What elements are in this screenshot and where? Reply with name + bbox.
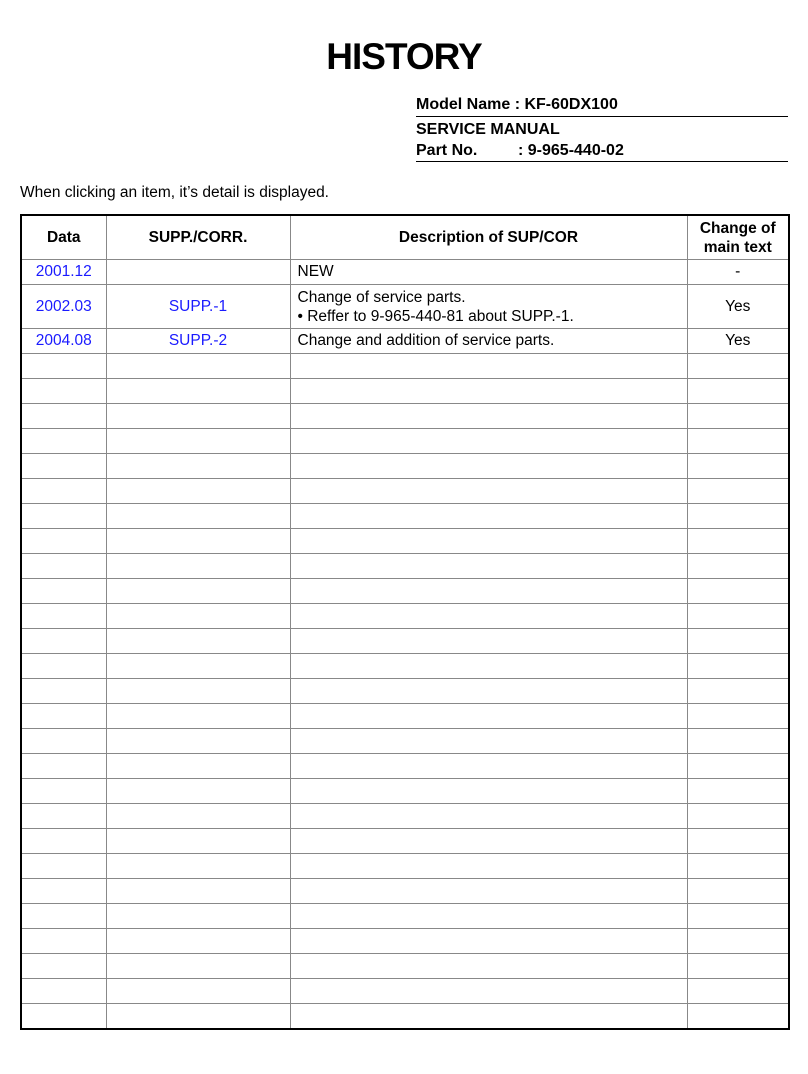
empty-cell [106, 754, 290, 779]
empty-cell [687, 429, 789, 454]
part-number-value: : 9-965-440-02 [518, 142, 624, 159]
header-change [687, 215, 789, 260]
empty-cell [687, 779, 789, 804]
instruction-text: When clicking an item, it’s detail is displayed. [20, 184, 329, 201]
empty-cell [290, 579, 687, 604]
empty-cell [290, 379, 687, 404]
empty-cell [106, 679, 290, 704]
empty-cell [290, 529, 687, 554]
empty-row [21, 754, 789, 779]
empty-cell [290, 429, 687, 454]
empty-row [21, 779, 789, 804]
table-row[interactable] [21, 285, 789, 329]
empty-cell [21, 654, 106, 679]
empty-cell [106, 629, 290, 654]
empty-cell [21, 629, 106, 654]
empty-cell [687, 379, 789, 404]
empty-cell [21, 404, 106, 429]
empty-cell [106, 779, 290, 804]
empty-row [21, 679, 789, 704]
empty-cell [290, 554, 687, 579]
empty-cell [290, 979, 687, 1004]
empty-cell [687, 629, 789, 654]
empty-cell [21, 729, 106, 754]
empty-row [21, 654, 789, 679]
empty-cell [290, 654, 687, 679]
empty-cell [290, 779, 687, 804]
empty-cell [21, 854, 106, 879]
empty-row [21, 404, 789, 429]
empty-cell [687, 404, 789, 429]
empty-cell [290, 854, 687, 879]
row-supp-link[interactable]: SUPP.-1 [106, 285, 290, 329]
empty-row [21, 529, 789, 554]
empty-cell [290, 1004, 687, 1030]
empty-cell [106, 904, 290, 929]
empty-cell [687, 729, 789, 754]
row-description-line1: Change of service parts. [297, 288, 466, 306]
empty-cell [106, 979, 290, 1004]
history-table [20, 214, 790, 1030]
empty-cell [687, 904, 789, 929]
row-change: Yes [687, 329, 789, 354]
row-supp-link[interactable]: SUPP.-2 [106, 329, 290, 354]
empty-cell [290, 879, 687, 904]
empty-cell [106, 654, 290, 679]
manual-type: SERVICE MANUAL [416, 121, 560, 138]
empty-cell [106, 804, 290, 829]
empty-row [21, 554, 789, 579]
empty-cell [687, 529, 789, 554]
document-info [416, 93, 788, 162]
empty-cell [21, 979, 106, 1004]
empty-row [21, 954, 789, 979]
empty-cell [687, 579, 789, 604]
empty-cell [21, 379, 106, 404]
empty-cell [106, 554, 290, 579]
empty-cell [290, 454, 687, 479]
empty-cell [106, 1004, 290, 1030]
empty-row [21, 1004, 789, 1030]
empty-cell [106, 829, 290, 854]
empty-row [21, 579, 789, 604]
empty-cell [290, 404, 687, 429]
empty-cell [21, 504, 106, 529]
empty-cell [21, 904, 106, 929]
empty-cell [687, 679, 789, 704]
empty-row [21, 704, 789, 729]
empty-cell [106, 929, 290, 954]
empty-cell [21, 929, 106, 954]
table-row[interactable] [21, 260, 789, 285]
empty-row [21, 854, 789, 879]
empty-cell [106, 379, 290, 404]
empty-cell [21, 679, 106, 704]
empty-cell [106, 504, 290, 529]
empty-row [21, 454, 789, 479]
empty-row [21, 879, 789, 904]
empty-cell [106, 479, 290, 504]
table-row[interactable] [21, 329, 789, 354]
row-description-line2: • Reffer to 9-965-440-81 about SUPP.-1. [297, 307, 574, 325]
empty-cell [290, 604, 687, 629]
empty-cell [21, 879, 106, 904]
empty-cell [687, 804, 789, 829]
empty-cell [21, 704, 106, 729]
empty-cell [106, 854, 290, 879]
empty-cell [687, 354, 789, 379]
empty-cell [687, 654, 789, 679]
empty-cell [290, 504, 687, 529]
row-description: NEW [290, 260, 687, 285]
empty-cell [21, 354, 106, 379]
empty-cell [106, 354, 290, 379]
empty-cell [106, 704, 290, 729]
empty-cell [687, 454, 789, 479]
model-name: Model Name : KF-60DX100 [416, 93, 788, 117]
empty-cell [290, 904, 687, 929]
empty-cell [106, 579, 290, 604]
empty-row [21, 629, 789, 654]
header-change-line1: Change of [699, 219, 776, 237]
empty-cell [290, 679, 687, 704]
empty-cell [106, 404, 290, 429]
empty-cell [687, 604, 789, 629]
empty-cell [21, 1004, 106, 1030]
empty-cell [687, 854, 789, 879]
row-description: Change and addition of service parts. [290, 329, 687, 354]
empty-cell [687, 479, 789, 504]
empty-cell [290, 729, 687, 754]
part-number-label: Part No. [416, 142, 478, 159]
empty-cell [290, 804, 687, 829]
empty-row [21, 804, 789, 829]
empty-cell [21, 579, 106, 604]
row-date-link[interactable]: 2001.12 [21, 260, 106, 285]
empty-cell [106, 429, 290, 454]
empty-row [21, 829, 789, 854]
empty-row [21, 729, 789, 754]
empty-row [21, 354, 789, 379]
row-change: Yes [687, 285, 789, 329]
row-date-link[interactable]: 2002.03 [21, 285, 106, 329]
empty-cell [21, 804, 106, 829]
empty-cell [21, 529, 106, 554]
empty-cell [21, 779, 106, 804]
empty-cell [21, 604, 106, 629]
part-number [416, 140, 788, 162]
empty-cell [687, 929, 789, 954]
empty-cell [290, 954, 687, 979]
empty-row [21, 979, 789, 1004]
empty-cell [290, 754, 687, 779]
empty-cell [687, 954, 789, 979]
empty-cell [687, 504, 789, 529]
empty-cell [21, 429, 106, 454]
empty-cell [290, 704, 687, 729]
table-header-row [21, 215, 789, 260]
empty-cell [21, 554, 106, 579]
empty-row [21, 604, 789, 629]
empty-row [21, 479, 789, 504]
empty-cell [290, 929, 687, 954]
empty-cell [21, 954, 106, 979]
empty-cell [21, 829, 106, 854]
empty-cell [687, 979, 789, 1004]
empty-cell [687, 754, 789, 779]
empty-cell [106, 529, 290, 554]
page-title: HISTORY [326, 36, 482, 77]
row-date-link[interactable]: 2004.08 [21, 329, 106, 354]
empty-cell [687, 879, 789, 904]
empty-cell [290, 629, 687, 654]
empty-row [21, 929, 789, 954]
empty-cell [290, 829, 687, 854]
row-supp-link[interactable] [106, 260, 290, 285]
empty-cell [290, 354, 687, 379]
empty-row [21, 504, 789, 529]
empty-row [21, 429, 789, 454]
empty-cell [290, 479, 687, 504]
empty-cell [21, 479, 106, 504]
empty-cell [21, 754, 106, 779]
empty-cell [21, 454, 106, 479]
empty-row [21, 379, 789, 404]
header-description: Description of SUP/COR [290, 215, 687, 260]
empty-row [21, 904, 789, 929]
empty-cell [106, 954, 290, 979]
empty-cell [106, 729, 290, 754]
empty-cell [687, 829, 789, 854]
empty-cell [687, 704, 789, 729]
empty-cell [687, 1004, 789, 1030]
row-change: - [687, 260, 789, 285]
row-description [290, 285, 687, 329]
empty-cell [687, 554, 789, 579]
empty-cell [106, 604, 290, 629]
empty-cell [106, 879, 290, 904]
header-supp: SUPP./CORR. [106, 215, 290, 260]
header-date: Data [21, 215, 106, 260]
header-change-line2: main text [703, 238, 772, 256]
empty-cell [106, 454, 290, 479]
